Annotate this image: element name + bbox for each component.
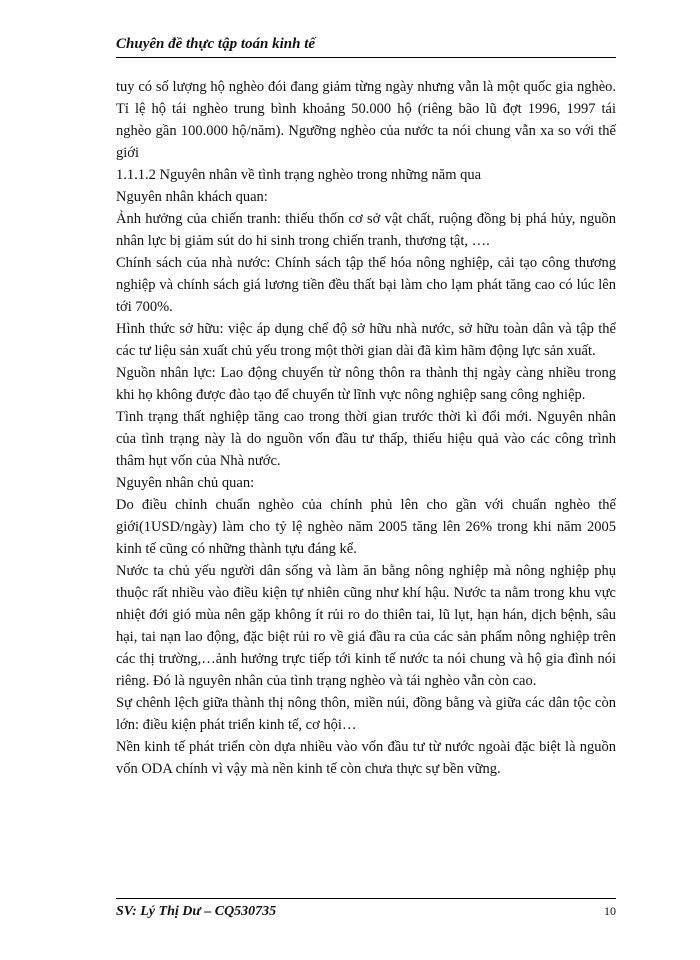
paragraph-ownership: Hình thức sở hữu: việc áp dụng chế độ sở hữu nhà nước, sở hữu toàn dân và tập thể các tư liệu sản xuất chủ yếu trong một thời gian dài đã kìm hãm động lực sản xuất. [116, 321, 616, 359]
page-number: 10 [604, 904, 616, 918]
paragraph-human-resources: Nguồn nhân lực: Lao động chuyển từ nông thôn ra thành thị ngày càng nhiều trong khi họ không được đào tạo để chuyển từ lĩnh vực nông nghiệp sang công nghiệp. [116, 365, 616, 403]
paragraph-disparity: Sự chênh lệch giữa thành thị nông thôn, miền núi, đồng bằng và giữa các dân tộc còn lớn: điều kiện phát triển kinh tế, cơ hội… [116, 695, 616, 733]
footer-divider [116, 898, 616, 899]
paragraph-foreign-investment: Nền kinh tế phát triển còn dựa nhiều vào vốn đầu tư từ nước ngoài đặc biệt là nguồn vốn ODA chính vì vậy mà nền kinh tế còn chưa thực sự bền vững. [116, 739, 616, 777]
paragraph-state-policy: Chính sách của nhà nước: Chính sách tập thể hóa nông nghiệp, cải tạo công thương nghiệp và chính sách giá lương tiền đều thất bại làm cho lạm phát tăng cao có lúc lên tới 700%. [116, 255, 616, 315]
document-body [116, 76, 616, 780]
paragraph-1: tuy có số lượng hộ nghèo đói đang giảm từng ngày nhưng vẫn là một quốc gia nghèo. Tỉ lệ hộ tái nghèo trung bình khoảng 50.000 hộ (riêng bão lũ đợt 1996, 1997 tái nghèo gần 100.000 hộ/năm). Ngưỡng nghèo của nước ta nói chung vẫn xa so với thế giới [116, 79, 616, 161]
paragraph-war-impact: Ảnh hưởng của chiến tranh: thiếu thốn cơ sở vật chất, ruộng đồng bị phá hủy, nguồn nhân lực bị giảm sút do hi sinh trong chiến tranh, thương tật, …. [116, 211, 616, 249]
section-heading: 1.1.1.2 Nguyên nhân về tình trạng nghèo trong những năm qua [116, 167, 482, 183]
footer-author: SV: Lý Thị Dư – CQ530735 [116, 904, 277, 919]
paragraph-unemployment: Tình trạng thất nghiệp tăng cao trong thời gian trước thời kì đổi mới. Nguyên nhân của tình trạng này là do nguồn vốn đầu tư thấp, thiếu hiệu quả vào các công trình thâm hụt vốn của Nhà nước. [116, 409, 616, 469]
subheading-objective-causes: Nguyên nhân khách quan: [116, 189, 268, 205]
paragraph-poverty-standard: Do điều chỉnh chuẩn nghèo của chính phủ lên cho gần với chuẩn nghèo thế giới(1USD/ngày) làm cho tỷ lệ nghèo năm 2005 tăng lên 26% trong khi năm 2005 kinh tế cũng có những thành tựu đáng kể. [116, 497, 616, 557]
subheading-subjective-causes: Nguyên nhân chủ quan: [116, 475, 255, 491]
paragraph-agriculture: Nước ta chủ yếu người dân sống và làm ăn bằng nông nghiệp mà nông nghiệp phụ thuộc rất nhiều vào điều kiện tự nhiên cũng như khí hậu. Nước ta nằm trong khu vực nhiệt đới gió mùa nên gặp không ít rủi ro do thiên tai, lũ lụt, hạn hán, dịch bệnh, sâu hại, tai nạn lao động, đặc biệt rủi ro về giá đầu ra của các sản phẩm nông nghiệp trên các thị trường,…ảnh hưởng trực tiếp tới kinh tế nước ta nói chung và hộ gia đình nói riêng. Đó là nguyên nhân của tình trạng nghèo và tái nghèo vẫn còn cao. [116, 563, 616, 689]
page-header-title: Chuyên đề thực tập toán kinh tế [116, 36, 616, 58]
